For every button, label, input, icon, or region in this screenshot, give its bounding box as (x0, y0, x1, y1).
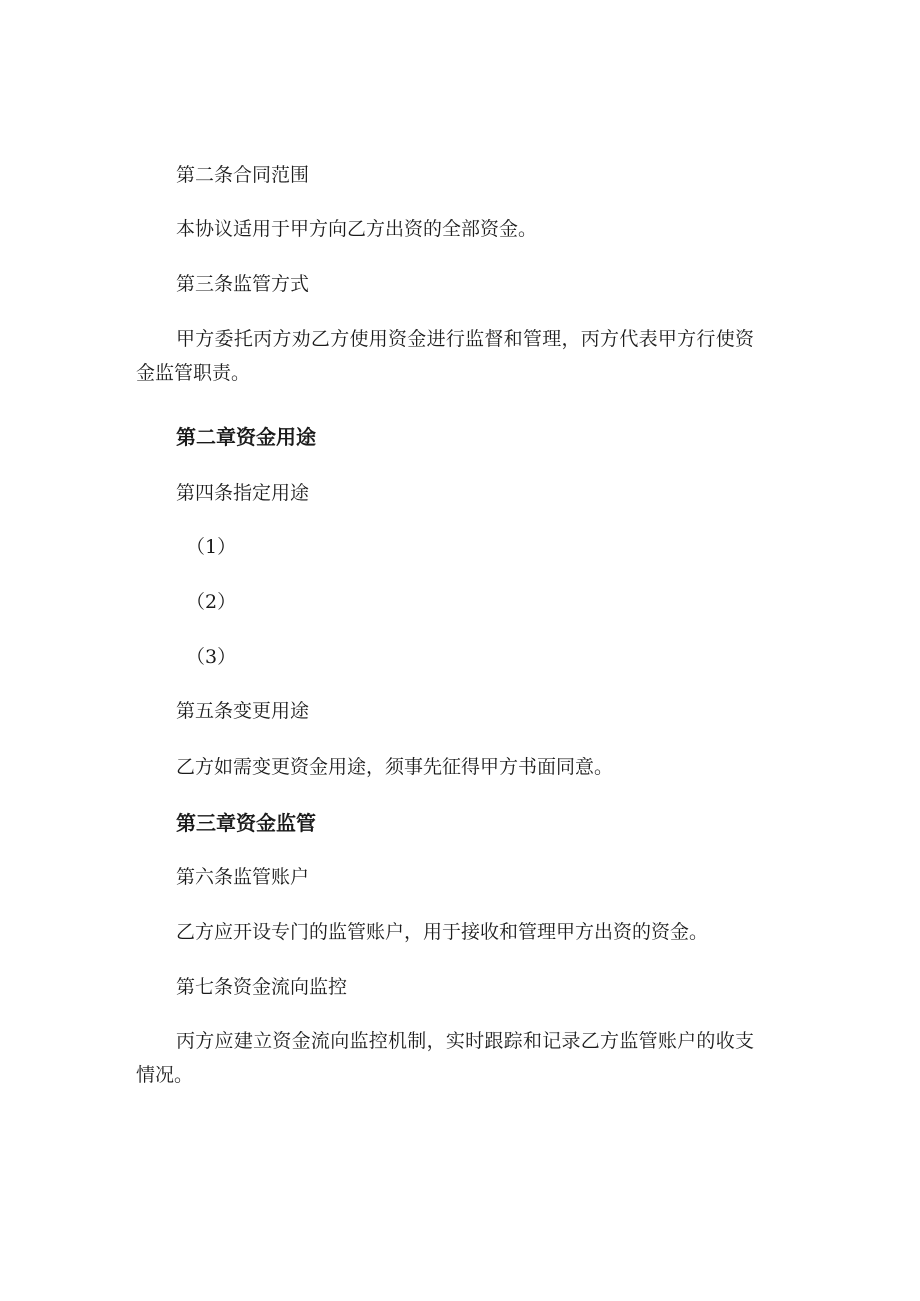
article-7-title: 第七条资金流向监控 (176, 976, 348, 998)
article-4-item-3: （3） (186, 646, 237, 668)
article-3-body: 甲方委托丙方劝乙方使用资金进行监督和管理，丙方代表甲方行使资金监管职责。 (136, 328, 754, 384)
article-4-title: 第四条指定用途 (176, 482, 310, 504)
article-2-title: 第二条合同范围 (176, 164, 310, 186)
article-3-title: 第三条监管方式 (176, 273, 310, 295)
article-4-item-2: （2） (186, 591, 237, 613)
article-5-title: 第五条变更用途 (176, 700, 310, 722)
article-2-body: 本协议适用于甲方向乙方出资的全部资金。 (176, 218, 538, 240)
article-6-title: 第六条监管账户 (176, 866, 310, 888)
article-4-item-1: （1） (186, 536, 237, 558)
chapter-2-heading: 第二章资金用途 (176, 425, 316, 449)
chapter-3-heading: 第三章资金监管 (176, 811, 316, 835)
article-6-body: 乙方应开设专门的监管账户，用于接收和管理甲方出资的资金。 (176, 921, 709, 943)
article-5-body: 乙方如需变更资金用途，须事先征得甲方书面同意。 (176, 756, 614, 778)
article-7-body: 丙方应建立资金流向监控机制，实时跟踪和记录乙方监管账户的收支情况。 (136, 1030, 754, 1086)
